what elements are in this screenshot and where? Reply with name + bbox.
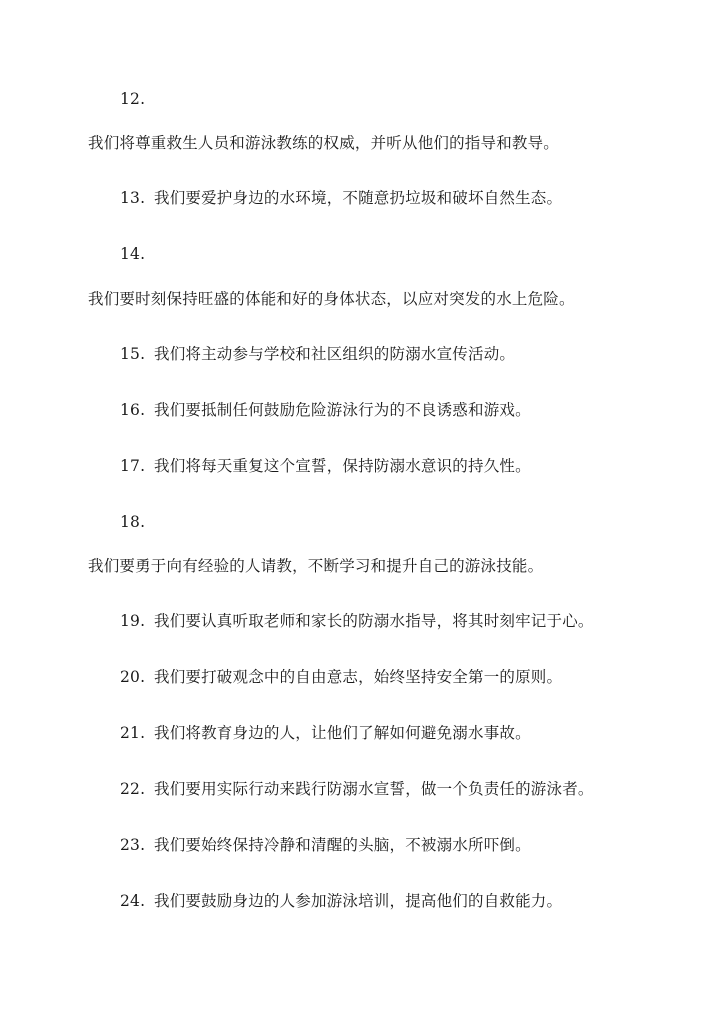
list-item — [120, 834, 531, 856]
item-number: 16. — [120, 401, 146, 419]
list-item — [120, 890, 562, 912]
list-item — [120, 187, 562, 209]
item-text: 我们将教育身边的人，让他们了解如何避免溺水事故。 — [154, 724, 531, 742]
item-number: 22. — [120, 780, 146, 798]
item-number: 18. — [120, 513, 146, 531]
list-item — [120, 343, 515, 365]
item-text: 我们要抵制任何鼓励危险游泳行为的不良诱惑和游戏。 — [154, 401, 531, 419]
item-number: 21. — [120, 724, 146, 742]
list-item — [120, 778, 594, 800]
list-item — [120, 399, 531, 421]
item-number: 23. — [120, 836, 146, 854]
item-number: 19. — [120, 612, 146, 630]
list-item — [120, 455, 531, 477]
item-number: 15. — [120, 345, 146, 363]
item-text: 我们将尊重救生人员和游泳教练的权威，并听从他们的指导和教导。 — [88, 134, 560, 152]
list-item — [120, 666, 562, 688]
item-number: 24. — [120, 892, 146, 910]
item-text: 我们将每天重复这个宣誓，保持防溺水意识的持久性。 — [154, 457, 531, 475]
item-text: 我们要始终保持冷静和清醒的头脑，不被溺水所吓倒。 — [154, 836, 531, 854]
item-text: 我们要用实际行动来践行防溺水宣誓，做一个负责任的游泳者。 — [154, 780, 594, 798]
item-text: 我们要勇于向有经验的人请教，不断学习和提升自己的游泳技能。 — [88, 557, 544, 575]
item-number: 13. — [120, 189, 146, 207]
item-number: 20. — [120, 668, 146, 686]
item-number: 14. — [120, 245, 146, 263]
item-text: 我们要打破观念中的自由意志，始终坚持安全第一的原则。 — [154, 668, 563, 686]
item-text: 我们将主动参与学校和社区组织的防溺水宣传活动。 — [154, 345, 516, 363]
item-text: 我们要鼓励身边的人参加游泳培训，提高他们的自救能力。 — [154, 892, 563, 910]
item-text: 我们要爱护身边的水环境，不随意扔垃圾和破坏自然生态。 — [154, 189, 563, 207]
list-item — [120, 610, 594, 632]
item-text: 我们要时刻保持旺盛的体能和好的身体状态，以应对突发的水上危险。 — [88, 290, 575, 308]
item-text: 我们要认真听取老师和家长的防溺水指导，将其时刻牢记于心。 — [154, 612, 594, 630]
item-number: 12. — [120, 90, 146, 108]
list-item — [120, 722, 531, 744]
item-number: 17. — [120, 457, 146, 475]
